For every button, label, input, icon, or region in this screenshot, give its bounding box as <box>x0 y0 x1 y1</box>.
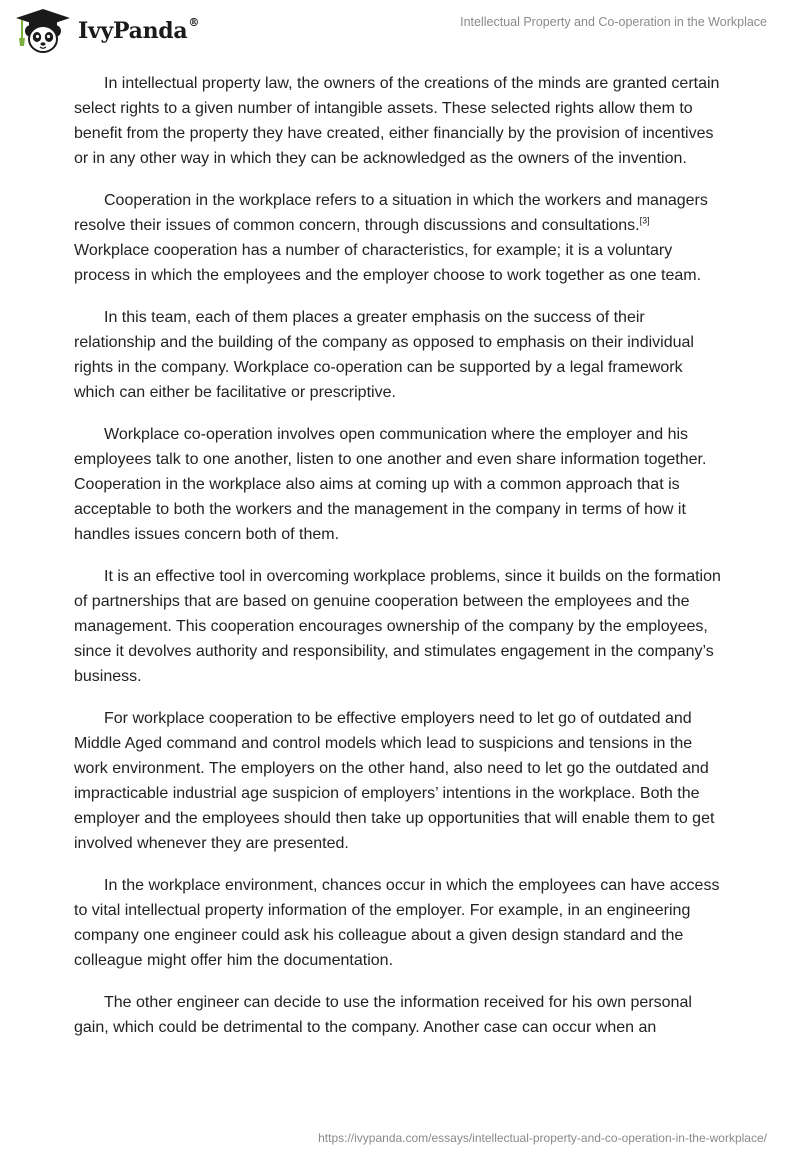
paragraph-text: Cooperation in the workplace refers to a situation in which the workers and managers resolve their issues of common concern, through discussions and consultations. <box>74 192 708 234</box>
page-header <box>0 0 800 60</box>
source-url[interactable]: https://ivypanda.com/essays/intellectual-property-and-co-operation-in-the-workplace/ <box>318 1131 767 1145</box>
paragraph: Workplace co-operation involves open communication where the employer and his employees talk to one another, listen to one another and even share information together. Cooperation in the workplace also aims at coming up with a common approach that is acceptable to both the workers and the management in the company in terms of how it handles issues concern both of them. <box>74 426 707 543</box>
logo-wordmark: IvyPanda® <box>78 16 200 44</box>
paragraph: It is an effective tool in overcoming workplace problems, since it builds on the formation of partnerships that are based on genuine cooperation between the employees and the management. This cooperation encourages ownership of the company by the employees, since it devolves authority and responsibility, and stimulates engagement in the company’s business. <box>74 568 721 685</box>
panda-graduate-icon <box>14 7 72 55</box>
paragraph: In the workplace environment, chances occur in which the employees can have access to vital intellectual property information of the employer. For example, in an engineering company one engineer could ask his colleague about a given design standard and the colleague might offer him the documentation. <box>74 877 720 969</box>
essay-body <box>74 71 724 1057</box>
paragraph <box>74 188 724 288</box>
paragraph: In this team, each of them places a greater emphasis on the success of their relationship and the building of the company as opposed to emphasis on their individual rights in the company. Workplace co-operation can be supported by a legal framework which can either be facilitative or prescriptive. <box>74 309 694 401</box>
ivypanda-logo[interactable] <box>14 7 199 55</box>
paragraph: The other engineer can decide to use the information received for his own personal gain, which could be detrimental to the company. Another case can occur when an <box>74 994 692 1036</box>
document-title: Intellectual Property and Co-operation in the Workplace <box>460 15 767 29</box>
paragraph: For workplace cooperation to be effective employers need to let go of outdated and Middle Aged command and control models which lead to suspicions and tensions in the work environment. The employers on the other hand, also need to let go the outdated and impracticable industrial age suspicion of employers’ intentions in the workplace. Both the employer and the employees should then take up opportunities that will enable them to get involved whenever they are presented. <box>74 710 715 852</box>
paragraph: In intellectual property law, the owners of the creations of the minds are granted certain select rights to a given number of intangible assets. These selected rights allow them to benefit from the property they have created, either financially by the provision of incentives or in any other way in which they can be acknowledged as the owners of the invention. <box>74 75 720 167</box>
paragraph-text: Workplace cooperation has a number of characteristics, for example; it is a voluntary process in which the employees and the employer choose to work together as one team. <box>74 242 702 284</box>
footnote-reference[interactable]: [3] <box>639 215 650 226</box>
